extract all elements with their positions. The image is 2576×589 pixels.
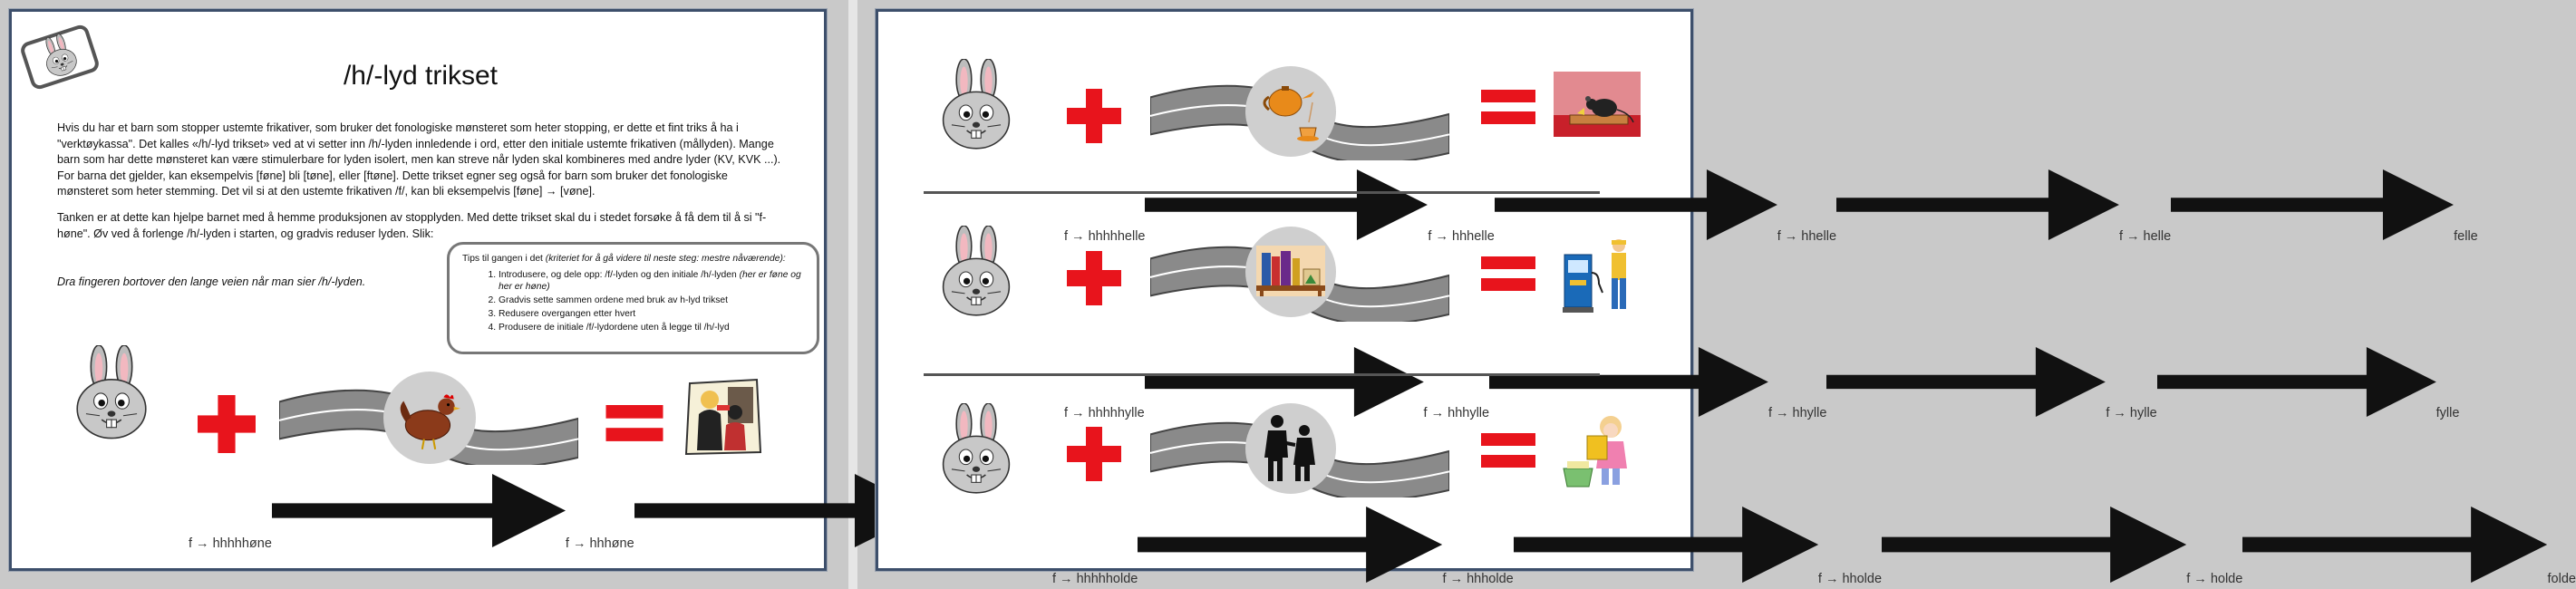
sequence-step: f → hhhelle [1428, 228, 1495, 244]
word-sequence [189, 474, 634, 551]
sequence-step: f → hhhhholde [1052, 572, 1138, 587]
page-2 [876, 9, 2576, 587]
tips-item: 4. Produsere de initiale /f/-lydordene uten å legge til /h/-lyd [499, 322, 804, 333]
instruction-text: Dra fingeren bortover den lange veien når man sier /h/-lyden. [57, 275, 366, 288]
sequence-step: f → hhylle [1767, 405, 1827, 420]
arrow-right-icon [1489, 347, 1768, 417]
intro-paragraph: Hvis du har et barn som stopper ustemte frikativer, som bruker det fonologiske mønsteret som heter stopping, er dette et fint triks å ha i "verktøykassa". Det kalles «/h/-lyd trikset» ved at vi setter inn /h/-lyden innledende i ord, etter den initiale ustemte frikativen (mållyden). Mange barn som har dette mønsteret kan være stimulerbare for lyden isolert, men kan streve når lyden skal kombineres med andre lyder (KV, KVK ...). For barna det gjelder, kan eksempelvis [føne] bli [tøne], eller [ftøne]. Dette trikset egner seg også for barn som bruker det fonologiske mønsteret som heter stemming. Det vil si at den ustemte frikativen /f/, kan bli eksempelvis [føne] → [vøne]. [57, 121, 781, 198]
plus-icon [198, 395, 256, 453]
arrow-right-icon [2157, 347, 2436, 417]
plus-icon [1067, 427, 1121, 481]
sequence-step: f → hhhøne [565, 536, 634, 551]
rabbit-icon [71, 345, 152, 443]
tips-box [447, 242, 819, 354]
sequence-step: f → hhhhhelle [1064, 228, 1146, 244]
sequence-step: f → hhhylle [1423, 405, 1490, 420]
sequence-final-word: fylle [2436, 405, 2460, 420]
arrow-right-icon [1138, 507, 1442, 583]
arrow-right-icon [1514, 507, 1818, 583]
tips-heading: Tips til gangen i det (kriteriet for å gå videre til neste steg: mestre nåværende): [462, 254, 786, 264]
tips-item: 3. Redusere overgangen etter hvert [499, 308, 804, 320]
arrow-right-icon [1826, 347, 2106, 417]
equals-icon [1481, 90, 1535, 126]
sequence-final-word: felle [2454, 228, 2478, 244]
tips-item: 2. Gradvis sette sammen ordene med bruk av h-lyd trikset [499, 294, 804, 306]
teapot-icon [1254, 75, 1327, 148]
arrow-right-icon [272, 474, 566, 547]
equals-icon [1481, 256, 1535, 293]
sequence-step: f → hhhhhylle [1064, 405, 1145, 420]
arrow-right-icon [1882, 507, 2186, 583]
equals-icon [1481, 433, 1535, 469]
sequence-step: f → hholde [1817, 572, 1883, 587]
second-paragraph: Tanken er at dette kan hjelpe barnet med å hemme produksjonen av stopplyden. Med dette trikset skal du i stedet forsøke å få dem til å si "f- høne". Øv ved å forlenge /h/-lyden i starten, og gradvis reduser lyden. Slik: [57, 211, 767, 240]
mousetrap-icon [1554, 72, 1641, 137]
hen-icon [392, 381, 467, 455]
fuel-pump-icon [1563, 237, 1635, 314]
folding-laundry-icon [1560, 410, 1638, 490]
equals-icon [605, 405, 663, 443]
row-divider [924, 191, 1600, 194]
sequence-final-word: folde [2547, 572, 2576, 587]
tips-list [480, 269, 804, 333]
rabbit-icon [937, 226, 1015, 320]
page-title: /h/-lyd trikset [343, 61, 499, 91]
sequence-step: f → holde [2186, 572, 2243, 587]
holding-hands-icon [1259, 412, 1322, 485]
arrow-right-icon [1836, 169, 2119, 240]
word-sequence [1052, 507, 2576, 587]
arrow-right-icon [2242, 507, 2547, 583]
sequence-step: f → hhholde [1442, 572, 1514, 587]
plus-icon [1067, 89, 1121, 143]
hairdryer-salon-icon [684, 378, 762, 456]
sequence-step: f → hylle [2106, 405, 2157, 420]
arrow-right-icon [1495, 169, 1777, 240]
bookshelf-icon [1256, 246, 1325, 296]
row-divider [924, 373, 1600, 376]
rabbit-icon [937, 59, 1015, 153]
sequence-step: f → hhelle [1777, 228, 1837, 244]
sequence-step: f → helle [2118, 228, 2172, 244]
sequence-step: f → hhhhhøne [189, 536, 272, 551]
page-1 [9, 9, 827, 571]
rabbit-icon [937, 403, 1015, 497]
arrow-right-icon [2171, 169, 2454, 240]
plus-icon [1067, 251, 1121, 305]
tips-item: 1. Introdusere, og dele opp: /f/-lyden og den initiale /h/-lyden (her er føne og her er høne) [499, 269, 804, 293]
